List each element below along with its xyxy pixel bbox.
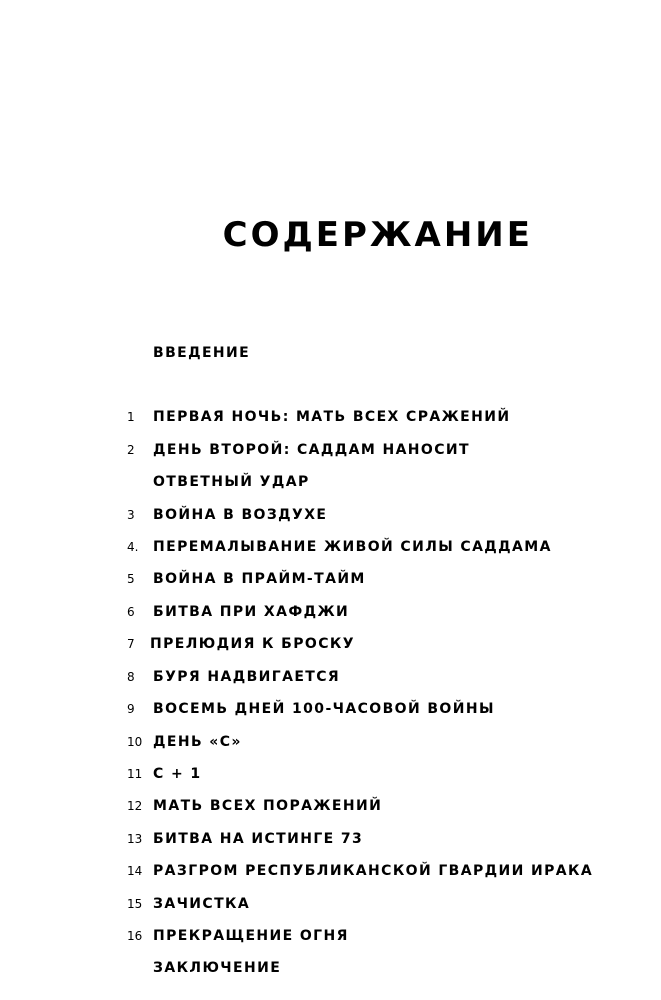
toc-entry-number: 11 — [127, 767, 143, 781]
toc-entry-number: 14 — [127, 864, 143, 878]
toc-entry-number: 10 — [127, 735, 143, 749]
toc-entry-number: 12 — [127, 799, 143, 813]
toc-entry-title: МАТЬ ВСЕХ ПОРАЖЕНИЙ — [153, 798, 383, 814]
toc-entry-number: 5 — [127, 572, 135, 586]
toc-entry-number: 16 — [127, 929, 143, 943]
toc-entry-title: ПРЕКРАЩЕНИЕ ОГНЯ — [153, 928, 349, 944]
toc-entry-title: РАЗГРОМ РЕСПУБЛИКАНСКОЙ ГВАРДИИ ИРАКА — [153, 863, 594, 879]
toc-entry-title: ПРЕЛЮДИЯ К БРОСКУ — [150, 636, 355, 652]
toc-entry-number: 8 — [127, 670, 135, 684]
toc-entry-title: С + 1 — [153, 766, 202, 782]
toc-entry-number: 15 — [127, 897, 143, 911]
toc-entry-title: ВВЕДЕНИЕ — [153, 345, 251, 361]
toc-entry-number: 7 — [127, 637, 135, 651]
toc-entry-title: ВОЙНА В ВОЗДУХЕ — [153, 507, 328, 523]
toc-entry-number: 1 — [127, 410, 135, 424]
toc-entry-title: ДЕНЬ «С» — [153, 734, 242, 750]
toc-entry-title: БУРЯ НАДВИГАЕТСЯ — [153, 669, 341, 685]
toc-entry-title: БИТВА ПРИ ХАФДЖИ — [153, 604, 350, 620]
toc-entry-title: ЗАКЛЮЧЕНИЕ — [153, 960, 282, 976]
toc-entry-title: ОТВЕТНЫЙ УДАР — [153, 474, 310, 490]
toc-entry-number: 4. — [127, 540, 139, 554]
toc-entry-title: ПЕРВАЯ НОЧЬ: МАТЬ ВСЕХ СРАЖЕНИЙ — [153, 409, 511, 425]
toc-entry-title: ДЕНЬ ВТОРОЙ: САДДАМ НАНОСИТ — [153, 442, 470, 458]
toc-entry-title: БИТВА НА ИСТИНГЕ 73 — [153, 831, 364, 847]
toc-entry-title: ПЕРЕМАЛЫВАНИЕ ЖИВОЙ СИЛЫ САДДАМА — [153, 539, 552, 555]
page-title: СОДЕРЖАНИЕ — [222, 215, 533, 255]
toc-entry-number: 3 — [127, 508, 135, 522]
toc-entry-title: ЗАЧИСТКА — [153, 896, 251, 912]
toc-entry-number: 13 — [127, 832, 143, 846]
toc-entry-title: ВОСЕМЬ ДНЕЙ 100-ЧАСОВОЙ ВОЙНЫ — [153, 701, 495, 717]
toc-entry-number: 2 — [127, 443, 135, 457]
toc-entry-number: 6 — [127, 605, 135, 619]
toc-entry-title: ВОЙНА В ПРАЙМ-ТАЙМ — [153, 571, 366, 587]
toc-entry-number: 9 — [127, 702, 135, 716]
